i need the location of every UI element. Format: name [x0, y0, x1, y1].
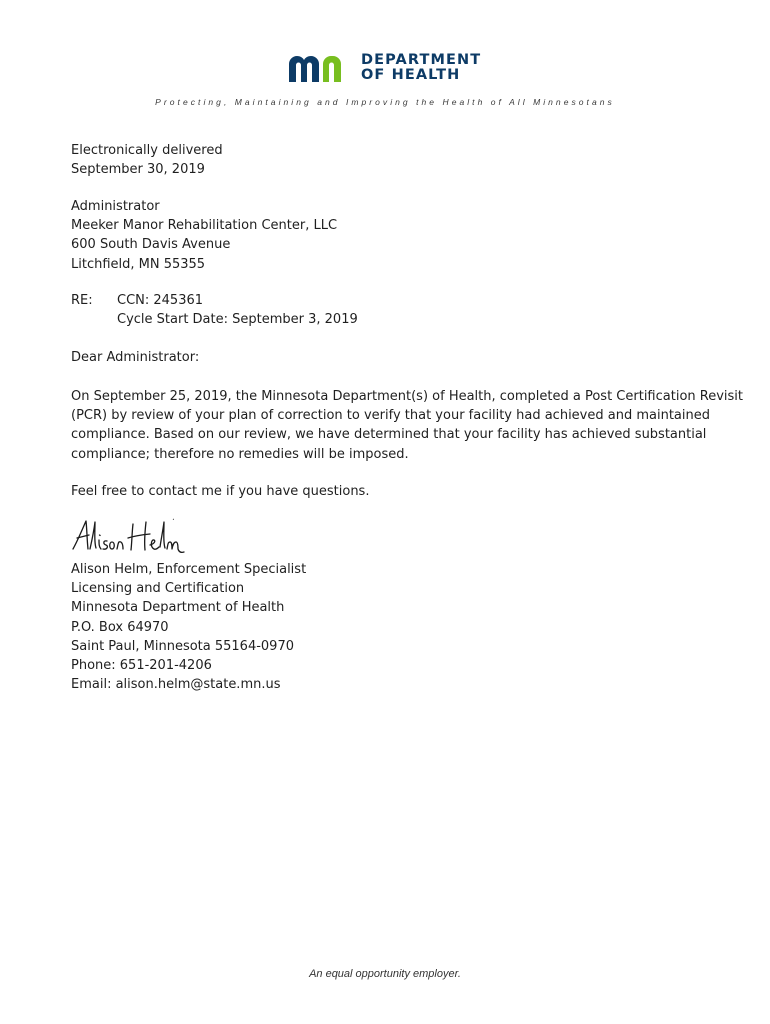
signer-phone: Phone: 651-201-4206: [71, 658, 212, 674]
logo-line-2: OF HEALTH: [361, 67, 461, 83]
re-cycle-date: Cycle Start Date: September 3, 2019: [117, 312, 358, 328]
paragraph-line: compliance; therefore no remedies will be imposed.: [71, 446, 409, 462]
signer-email: Email: alison.helm@state.mn.us: [71, 677, 281, 693]
paragraph-line: (PCR) by review of your plan of correction to verify that your facility had achieved and maintained: [71, 408, 710, 424]
body-paragraph-1: [71, 387, 744, 464]
recipient-address: [71, 197, 711, 274]
letter-date: September 30, 2019: [71, 162, 205, 178]
re-values: [117, 291, 358, 329]
re-ccn: CCN: 245361: [117, 293, 204, 308]
signature-block: [71, 560, 711, 694]
recipient-title: Administrator: [71, 199, 160, 214]
signer-name-title: Alison Helm, Enforcement Specialist: [71, 562, 307, 577]
body-paragraph-2: Feel free to contact me if you have questions.: [71, 484, 370, 499]
signer-department: Minnesota Department of Health: [71, 600, 285, 616]
mn-logo-icon: [289, 52, 355, 84]
paragraph-line: compliance. Based on our review, we have determined that your facility has achieved substantial: [71, 427, 707, 443]
mdh-logo: [289, 52, 489, 86]
footer-eoe: An equal opportunity employer.: [309, 968, 461, 980]
delivery-block: [71, 141, 711, 179]
signer-po-box: P.O. Box 64970: [71, 619, 169, 635]
salutation: Dear Administrator:: [71, 350, 200, 365]
recipient-facility: Meeker Manor Rehabilitation Center, LLC: [71, 218, 338, 234]
re-label: RE:: [71, 293, 93, 308]
recipient-street: 600 South Davis Avenue: [71, 237, 231, 253]
logo-line-1: DEPARTMENT: [361, 52, 482, 68]
delivery-method: Electronically delivered: [71, 143, 223, 158]
paragraph-line: On September 25, 2019, the Minnesota Department(s) of Health, completed a Post Certification Revisit: [71, 389, 744, 404]
signer-city: Saint Paul, Minnesota 55164-0970: [71, 638, 294, 654]
recipient-city: Litchfield, MN 55355: [71, 256, 206, 272]
tagline: Protecting, Maintaining and Improving the Health of All Minnesotans: [155, 97, 615, 107]
signer-division: Licensing and Certification: [71, 581, 245, 597]
logo-wordmark: [361, 53, 481, 83]
handwritten-signature: [70, 516, 190, 556]
